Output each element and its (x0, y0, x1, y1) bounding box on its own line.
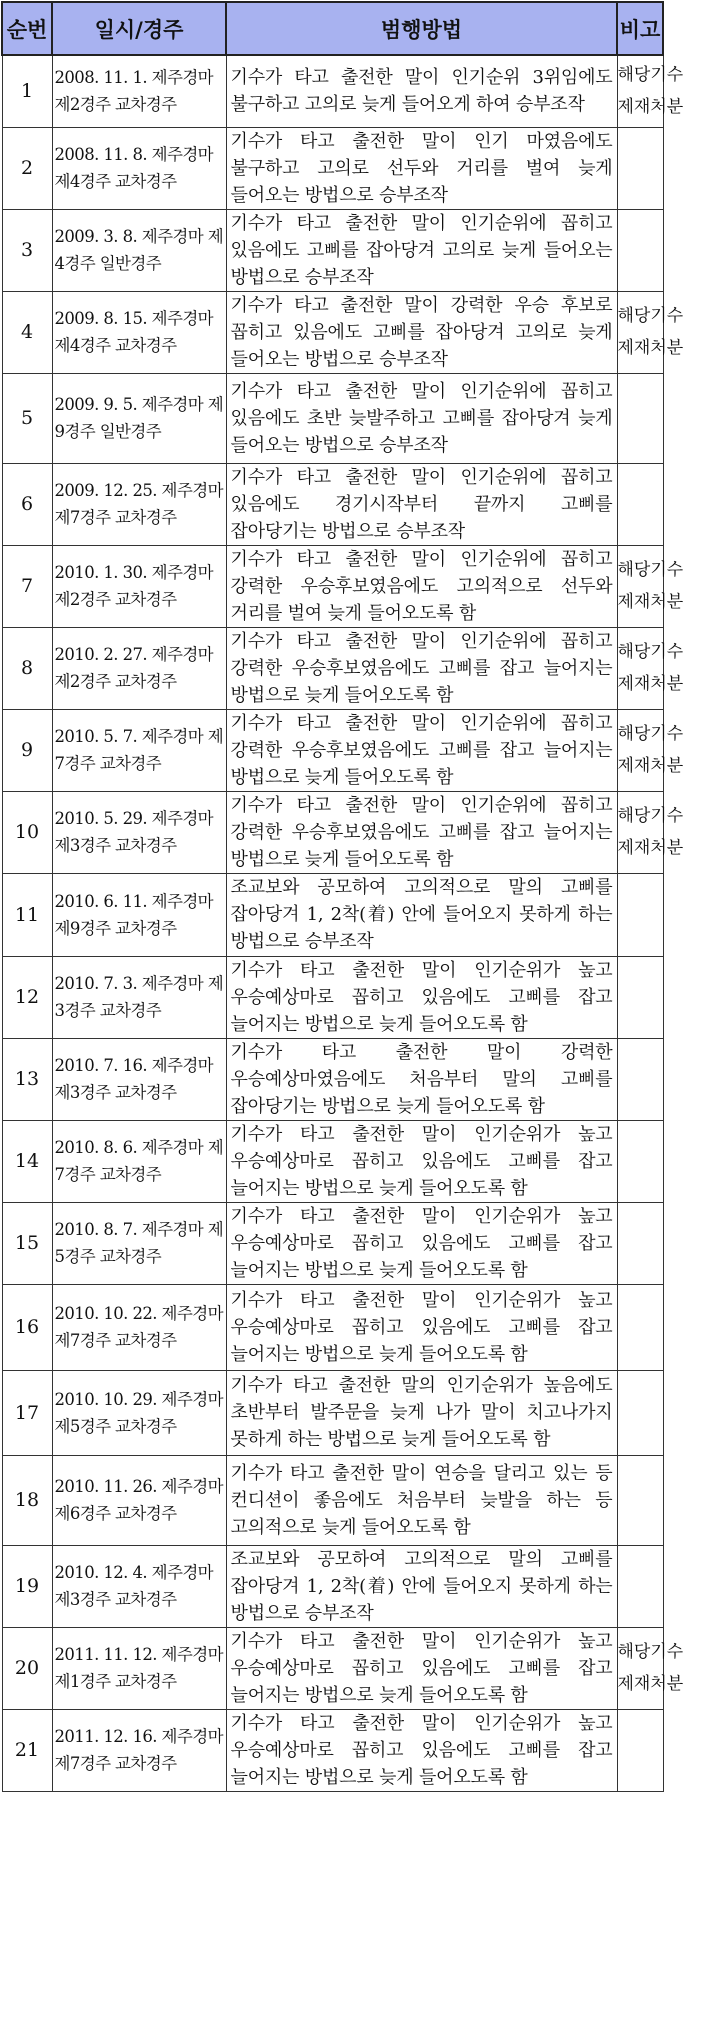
cell-no: 5 (2, 373, 52, 463)
cell-method: 기수가 타고 출전한 말이 인기순위가 높고 우승예상마로 꼽히고 있음에도 고삐를 잡고 늘어지는 방법으로 늦게 들어오도록 함 (226, 1202, 617, 1284)
cell-method: 기수가 타고 출전한 말이 인기순위에 꼽히고 있음에도 고삐를 잡아당겨 고의로 늦게 들어오는 방법으로 승부조작 (226, 209, 617, 291)
cell-method: 기수가 타고 출전한 말이 인기순위가 높고 우승예상마로 꼽히고 있음에도 고삐를 잡고 늘어지는 방법으로 늦게 들어오도록 함 (226, 1709, 617, 1791)
cell-datetime: 2010. 7. 3. 제주경마 제3경주 교차경주 (52, 956, 226, 1038)
header-datetime: 일시/경주 (52, 2, 226, 55)
cell-datetime: 2008. 11. 8. 제주경마 제4경주 교차경주 (52, 127, 226, 209)
table-row (2, 873, 663, 956)
cell-datetime: 2010. 1. 30. 제주경마 제2경주 교차경주 (52, 545, 226, 627)
cell-note: 해당기수 제재처분 (617, 1627, 663, 1709)
cell-no: 16 (2, 1284, 52, 1370)
cell-method: 기수가 타고 출전한 말이 강력한 우승예상마였음에도 처음부터 말의 고삐를 잡아당기는 방법으로 늦게 들어오도록 함 (226, 1038, 617, 1120)
cell-datetime: 2011. 12. 16. 제주경마 제7경주 교차경주 (52, 1709, 226, 1791)
cell-note: 해당기수 제재처분 (617, 545, 663, 627)
cell-note: 해당기수 제재처분 (617, 627, 663, 709)
table-row (2, 209, 663, 291)
cell-note (617, 127, 663, 209)
cell-datetime: 2010. 5. 7. 제주경마 제7경주 교차경주 (52, 709, 226, 791)
table-row (2, 1627, 663, 1709)
cell-method: 기수가 타고 출전한 말이 인기순위 3위임에도 불구하고 고의로 늦게 들어오게 하여 승부조작 (226, 55, 617, 127)
cell-method: 기수가 타고 출전한 말이 인기순위에 꼽히고 있음에도 경기시작부터 끝까지 고삐를 잡아당기는 방법으로 승부조작 (226, 463, 617, 545)
cell-no: 19 (2, 1545, 52, 1627)
cell-datetime: 2010. 7. 16. 제주경마 제3경주 교차경주 (52, 1038, 226, 1120)
cell-note: 해당기수 제재처분 (617, 709, 663, 791)
cell-datetime: 2010. 11. 26. 제주경마 제6경주 교차경주 (52, 1455, 226, 1545)
table-row (2, 627, 663, 709)
table-row (2, 1545, 663, 1627)
cell-datetime: 2010. 8. 6. 제주경마 제7경주 교차경주 (52, 1120, 226, 1202)
cell-no: 10 (2, 791, 52, 873)
cell-datetime: 2010. 6. 11. 제주경마 제9경주 교차경주 (52, 873, 226, 956)
cell-note (617, 1120, 663, 1202)
cell-datetime: 2010. 2. 27. 제주경마 제2경주 교차경주 (52, 627, 226, 709)
cell-datetime: 2009. 12. 25. 제주경마 제7경주 교차경주 (52, 463, 226, 545)
table-header (2, 2, 663, 55)
table-row (2, 709, 663, 791)
cell-note (617, 1545, 663, 1627)
cell-no: 12 (2, 956, 52, 1038)
table-row (2, 956, 663, 1038)
cell-note (617, 373, 663, 463)
table-row (2, 1370, 663, 1455)
cell-datetime: 2010. 5. 29. 제주경마 제3경주 교차경주 (52, 791, 226, 873)
document-page (1, 1, 684, 1792)
table-row (2, 373, 663, 463)
cell-method: 기수가 타고 출전한 말이 인기순위에 꼽히고 강력한 우승후보였음에도 고의적으로 선두와 거리를 벌여 늦게 들어오도록 함 (226, 545, 617, 627)
cell-datetime: 2010. 12. 4. 제주경마 제3경주 교차경주 (52, 1545, 226, 1627)
cell-datetime: 2011. 11. 12. 제주경마 제1경주 교차경주 (52, 1627, 226, 1709)
cell-method: 조교보와 공모하여 고의적으로 말의 고삐를 잡아당겨 1, 2착(着) 안에 들어오지 못하게 하는 방법으로 승부조작 (226, 1545, 617, 1627)
cell-no: 8 (2, 627, 52, 709)
cell-method: 조교보와 공모하여 고의적으로 말의 고삐를 잡아당겨 1, 2착(着) 안에 들어오지 못하게 하는 방법으로 승부조작 (226, 873, 617, 956)
cell-note (617, 1709, 663, 1791)
cell-no: 2 (2, 127, 52, 209)
table-row (2, 1038, 663, 1120)
cell-method: 기수가 타고 출전한 말이 인기순위가 높고 우승예상마로 꼽히고 있음에도 고삐를 잡고 늘어지는 방법으로 늦게 들어오도록 함 (226, 956, 617, 1038)
cell-no: 11 (2, 873, 52, 956)
table-row (2, 1455, 663, 1545)
cell-method: 기수가 타고 출전한 말이 인기순위에 꼽히고 강력한 우승후보였음에도 고삐를 잡고 늘어지는 방법으로 늦게 들어오도록 함 (226, 791, 617, 873)
cell-note (617, 1202, 663, 1284)
cell-no: 7 (2, 545, 52, 627)
cell-no: 20 (2, 1627, 52, 1709)
cell-method: 기수가 타고 출전한 말이 인기 마였음에도 불구하고 고의로 선두와 거리를 벌여 늦게 들어오는 방법으로 승부조작 (226, 127, 617, 209)
cell-note (617, 209, 663, 291)
header-row (2, 2, 663, 55)
table-row (2, 545, 663, 627)
cell-no: 14 (2, 1120, 52, 1202)
cell-note (617, 956, 663, 1038)
header-no: 순번 (2, 2, 52, 55)
cell-method: 기수가 타고 출전한 말이 인기순위가 높고 우승예상마로 꼽히고 있음에도 고삐를 잡고 늘어지는 방법으로 늦게 들어오도록 함 (226, 1120, 617, 1202)
cell-no: 3 (2, 209, 52, 291)
race-fixing-table (1, 1, 684, 1792)
cell-datetime: 2009. 9. 5. 제주경마 제9경주 일반경주 (52, 373, 226, 463)
cell-no: 9 (2, 709, 52, 791)
cell-no: 1 (2, 55, 52, 127)
table-row (2, 127, 663, 209)
cell-datetime: 2008. 11. 1. 제주경마 제2경주 교차경주 (52, 55, 226, 127)
table-row (2, 1709, 663, 1791)
cell-note: 해당기수 제재처분 (617, 291, 663, 373)
header-note: 비고 (617, 2, 663, 55)
cell-no: 4 (2, 291, 52, 373)
table-row (2, 791, 663, 873)
table-row (2, 291, 663, 373)
cell-note (617, 1455, 663, 1545)
cell-note: 해당기수 제재처분 (617, 55, 663, 127)
cell-method: 기수가 타고 출전한 말의 인기순위가 높음에도 초반부터 발주문을 늦게 나가 말이 치고나가지 못하게 하는 방법으로 늦게 들어오도록 함 (226, 1370, 617, 1455)
header-method: 범행방법 (226, 2, 617, 55)
table-row (2, 1202, 663, 1284)
cell-note (617, 1370, 663, 1455)
table-row (2, 1284, 663, 1370)
cell-note (617, 463, 663, 545)
table-row (2, 55, 663, 127)
table-row (2, 463, 663, 545)
cell-method: 기수가 타고 출전한 말이 강력한 우승 후보로 꼽히고 있음에도 고삐를 잡아당겨 고의로 늦게 들어오는 방법으로 승부조작 (226, 291, 617, 373)
cell-datetime: 2010. 8. 7. 제주경마 제5경주 교차경주 (52, 1202, 226, 1284)
cell-no: 21 (2, 1709, 52, 1791)
table-row (2, 1120, 663, 1202)
cell-method: 기수가 타고 출전한 말이 인기순위에 꼽히고 있음에도 초반 늦발주하고 고삐를 잡아당겨 늦게 들어오는 방법으로 승부조작 (226, 373, 617, 463)
cell-note (617, 1284, 663, 1370)
cell-method: 기수가 타고 출전한 말이 인기순위에 꼽히고 강력한 우승후보였음에도 고삐를 잡고 늘어지는 방법으로 늦게 들어오도록 함 (226, 709, 617, 791)
cell-method: 기수가 타고 출전한 말이 인기순위가 높고 우승예상마로 꼽히고 있음에도 고삐를 잡고 늘어지는 방법으로 늦게 들어오도록 함 (226, 1627, 617, 1709)
cell-datetime: 2010. 10. 29. 제주경마 제5경주 교차경주 (52, 1370, 226, 1455)
cell-method: 기수가 타고 출전한 말이 연승을 달리고 있는 등 컨디션이 좋음에도 처음부터 늦발을 하는 등 고의적으로 늦게 들어오도록 함 (226, 1455, 617, 1545)
cell-no: 18 (2, 1455, 52, 1545)
cell-datetime: 2009. 3. 8. 제주경마 제4경주 일반경주 (52, 209, 226, 291)
cell-method: 기수가 타고 출전한 말이 인기순위에 꼽히고 강력한 우승후보였음에도 고삐를 잡고 늘어지는 방법으로 늦게 들어오도록 함 (226, 627, 617, 709)
table-body (2, 55, 684, 1791)
cell-no: 17 (2, 1370, 52, 1455)
cell-note (617, 1038, 663, 1120)
cell-no: 13 (2, 1038, 52, 1120)
cell-note: 해당기수 제재처분 (617, 791, 663, 873)
cell-datetime: 2010. 10. 22. 제주경마 제7경주 교차경주 (52, 1284, 226, 1370)
cell-datetime: 2009. 8. 15. 제주경마 제4경주 교차경주 (52, 291, 226, 373)
cell-note (617, 873, 663, 956)
cell-method: 기수가 타고 출전한 말이 인기순위가 높고 우승예상마로 꼽히고 있음에도 고삐를 잡고 늘어지는 방법으로 늦게 들어오도록 함 (226, 1284, 617, 1370)
cell-no: 6 (2, 463, 52, 545)
cell-no: 15 (2, 1202, 52, 1284)
